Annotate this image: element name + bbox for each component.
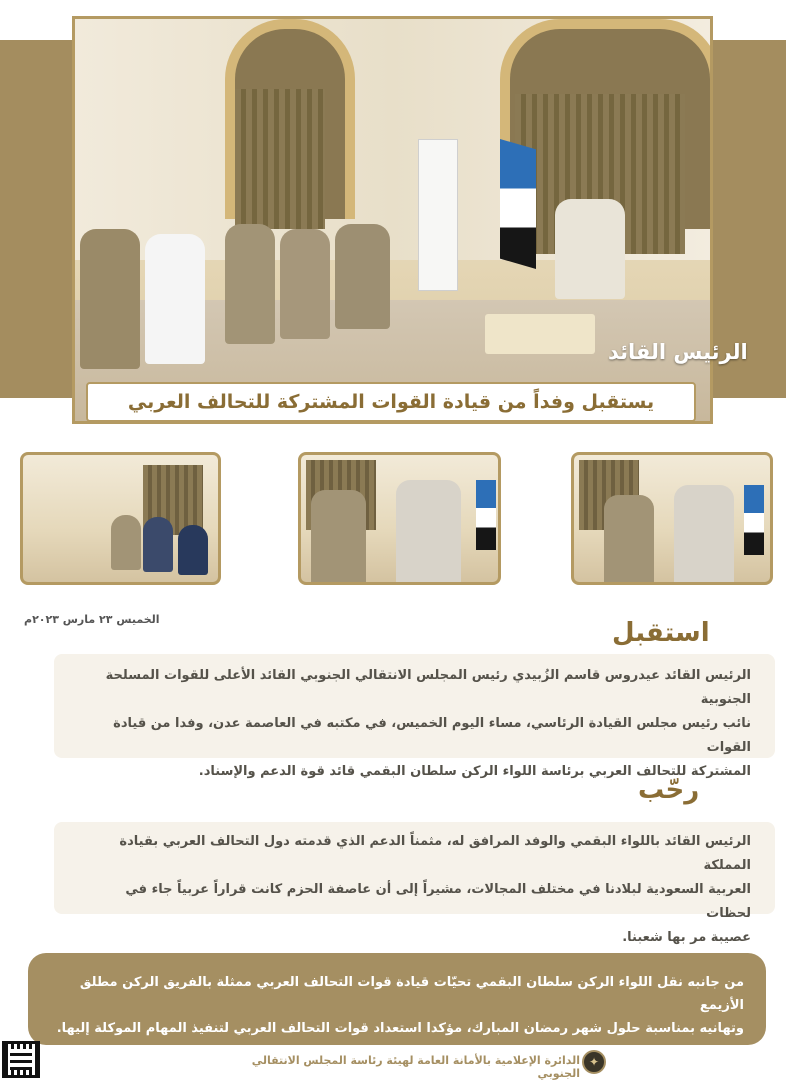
person-soldier-4	[335, 224, 390, 329]
section1-line: المشتركة للتحالف العربي برئاسة اللواء الركن سلطان البقمي قائد قوة الدعم والإسناد.	[198, 764, 751, 779]
hero-subtitle: يستقبل وفداً من قيادة القوات المشتركة للتحالف العربي	[86, 382, 696, 422]
closing-line: من جانبه نقل اللواء الركن سلطان البقمي تحيّات قيادة قوات التحالف العربي ممثلة بالفريق الركن مطلق الأزيمع	[79, 975, 744, 1013]
section2-line: عصيبة مر بها شعبنا.	[622, 930, 751, 945]
person-soldier-1	[80, 229, 140, 369]
air-conditioner	[418, 139, 458, 291]
closing-line: وتهانيه بمناسبة حلول شهر رمضان المبارك، مؤكدا استعداد قوات التحالف العربي لتنفيذ المهام الموكلة إليها.	[56, 1021, 744, 1036]
coffee-table	[485, 314, 595, 354]
thumb-person-soldier	[604, 495, 654, 585]
thumb-meeting-room	[20, 452, 221, 585]
closing-box	[28, 953, 766, 1045]
date-label: الخميس ٢٣ مارس ٢٠٢٣م	[24, 613, 160, 626]
section2-line: الرئيس القائد باللواء البقمي والوفد المرافق له، مثمناً الدعم الذي قدمته دول التحالف العربي بقيادة المملكة	[119, 834, 751, 873]
thumb-person	[143, 517, 173, 572]
thumb-flag	[476, 480, 496, 550]
person-president	[555, 199, 625, 299]
thumb-person-president	[396, 480, 461, 585]
qr-code-icon[interactable]	[2, 1041, 40, 1078]
hero-title: الرئيس القائد	[608, 340, 748, 364]
section2-card	[54, 822, 775, 945]
section1-line: نائب رئيس مجلس القيادة الرئاسي، مساء اليوم الخميس، في مكتبه في العاصمة عدن، وفدا من قيادة القوات	[113, 716, 751, 755]
footer-credit: الدائرة الإعلامية بالأمانة العامة لهيئة رئاسة المجلس الانتقالي الجنوبي	[251, 1054, 580, 1080]
hero-curtain-left	[235, 89, 325, 229]
thumb-person	[111, 515, 141, 570]
section1-heading: استقبل	[612, 618, 710, 648]
section1-line: الرئيس القائد عيدروس قاسم الزُبيدي رئيس المجلس الانتقالي الجنوبي القائد الأعلى للقوات المسلحة الجنوبية	[105, 668, 751, 707]
qr-code-inner	[10, 1049, 32, 1070]
section1-card	[54, 654, 775, 779]
section2-heading: رحّب	[638, 775, 700, 805]
person-soldier-3	[280, 229, 330, 339]
stc-emblem-icon: ✦	[582, 1050, 606, 1074]
thumb-handshake-right	[571, 452, 773, 585]
south-flag	[500, 139, 536, 269]
person-soldier-2	[225, 224, 275, 344]
thumb-flag	[744, 485, 764, 555]
thumb-person-soldier	[311, 490, 366, 585]
thumb-handshake-center	[298, 452, 501, 585]
section2-line: العربية السعودية لبلادنا في مختلف المجالات، مشيراً إلى أن عاصفة الحزم كانت قراراً عربياً جاء في لحظات	[125, 882, 751, 921]
thumb-person-president	[674, 485, 734, 585]
person-guest	[145, 234, 205, 364]
thumb-person	[178, 525, 208, 575]
